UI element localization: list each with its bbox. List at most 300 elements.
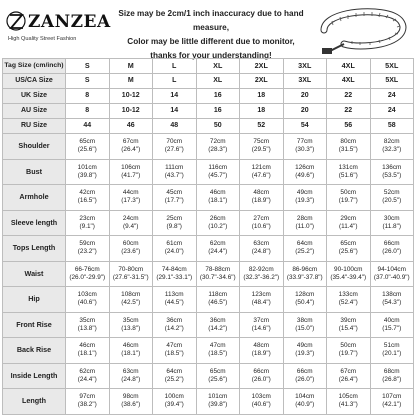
inch-value: (40.9") xyxy=(295,401,315,409)
header-size-cell: M xyxy=(109,59,153,74)
table-cell: 20 xyxy=(283,89,327,104)
cm-value: 66cm xyxy=(253,367,270,375)
table-cell: S xyxy=(66,74,110,89)
table-cell xyxy=(153,287,197,313)
table-cell xyxy=(283,338,327,364)
table-cell xyxy=(370,134,414,160)
table-cell xyxy=(370,185,414,211)
table-cell xyxy=(283,389,327,415)
inch-value: (25.6") xyxy=(338,248,358,256)
cm-value: 66cm xyxy=(296,367,313,375)
cm-value: 82cm xyxy=(383,138,400,146)
table-cell xyxy=(283,210,327,236)
inch-value: (46.5") xyxy=(208,299,228,307)
table-cell xyxy=(327,261,371,287)
inch-value: (25.6") xyxy=(208,375,228,383)
cm-value: 23cm xyxy=(79,214,96,222)
inch-value: (42.5") xyxy=(121,299,141,307)
measuring-tape-icon xyxy=(318,4,412,56)
cm-value: 24cm xyxy=(122,214,139,222)
inch-value: (24.4") xyxy=(208,248,228,256)
row-label: Sleeve length xyxy=(3,210,66,236)
table-cell xyxy=(66,287,110,313)
brand-name: ZANZEA xyxy=(28,12,111,32)
inch-value: (24.4") xyxy=(77,375,97,383)
cm-value: 94-104cm xyxy=(377,265,406,273)
inch-value: (40.6") xyxy=(251,401,271,409)
table-cell xyxy=(109,312,153,338)
table-cell xyxy=(240,389,284,415)
table-cell: 10-12 xyxy=(109,104,153,119)
cm-value: 62cm xyxy=(209,240,226,248)
cm-value: 133cm xyxy=(338,291,358,299)
cm-value: 45cm xyxy=(166,189,183,197)
cm-value: 28cm xyxy=(296,214,313,222)
inch-value: (39.8") xyxy=(77,171,97,179)
table-cell: 20 xyxy=(283,104,327,119)
cm-value: 65cm xyxy=(209,367,226,375)
row-label: Shoulder xyxy=(3,134,66,160)
inch-value: (45.7") xyxy=(208,171,228,179)
table-cell xyxy=(196,159,240,185)
inch-value: (18.5") xyxy=(208,350,228,358)
table-cell xyxy=(66,389,110,415)
table-cell xyxy=(327,159,371,185)
cm-value: 126cm xyxy=(295,163,315,171)
cm-value: 80cm xyxy=(340,138,357,146)
inch-value: (18.9") xyxy=(251,197,271,205)
row-label: Tops Length xyxy=(3,236,66,262)
inch-value: (35.4"-39.4") xyxy=(330,273,367,281)
table-row xyxy=(3,134,414,160)
header-size-cell: XL xyxy=(196,59,240,74)
inch-value: (26.0") xyxy=(295,375,315,383)
table-cell xyxy=(66,338,110,364)
inch-value: (18.1") xyxy=(208,197,228,205)
inch-value: (26.0"-29.9") xyxy=(69,273,106,281)
cm-value: 44cm xyxy=(122,189,139,197)
cm-value: 46cm xyxy=(209,189,226,197)
cm-value: 101cm xyxy=(77,163,97,171)
table-cell xyxy=(327,210,371,236)
table-row xyxy=(3,338,414,364)
table-cell: 18 xyxy=(240,89,284,104)
cm-value: 48cm xyxy=(253,342,270,350)
inch-value: (11.4") xyxy=(339,222,358,230)
inch-value: (15.7") xyxy=(382,324,402,332)
table-cell: 22 xyxy=(327,104,371,119)
header-size-cell: 5XL xyxy=(370,59,414,74)
inch-value: (29.5") xyxy=(251,146,271,154)
cm-value: 103cm xyxy=(77,291,97,299)
inch-value: (48.4") xyxy=(251,299,271,307)
table-cell xyxy=(153,236,197,262)
cm-value: 36cm xyxy=(166,316,183,324)
inch-value: (43.7") xyxy=(164,171,184,179)
table-cell xyxy=(109,363,153,389)
table-row xyxy=(3,119,414,134)
table-cell: 24 xyxy=(370,89,414,104)
table-cell xyxy=(283,185,327,211)
cm-value: 35cm xyxy=(79,316,96,324)
row-label: Waist xyxy=(3,261,66,287)
inch-value: (31.5") xyxy=(338,146,358,154)
table-cell xyxy=(109,236,153,262)
inch-value: (19.3") xyxy=(295,350,315,358)
header-size-cell: 3XL xyxy=(283,59,327,74)
cm-value: 50cm xyxy=(340,342,357,350)
table-row xyxy=(3,159,414,185)
inch-value: (32.3"-36.2") xyxy=(243,273,280,281)
cm-value: 63cm xyxy=(253,240,270,248)
table-cell: 10-12 xyxy=(109,89,153,104)
inch-value: (49.6") xyxy=(295,171,315,179)
inch-value: (25.6") xyxy=(77,146,97,154)
inch-value: (13.8") xyxy=(77,324,97,332)
inch-value: (11.8") xyxy=(382,222,401,230)
cm-value: 128cm xyxy=(295,291,315,299)
table-cell xyxy=(196,185,240,211)
inch-value: (28.3") xyxy=(208,146,228,154)
inch-value: (10.6") xyxy=(251,222,271,230)
table-cell xyxy=(109,185,153,211)
cm-value: 107cm xyxy=(382,393,402,401)
cm-value: 64cm xyxy=(166,367,183,375)
row-label: Hip xyxy=(3,287,66,313)
table-cell: 8 xyxy=(66,89,110,104)
row-label: RU Size xyxy=(3,119,66,134)
cm-value: 27cm xyxy=(253,214,270,222)
table-cell xyxy=(66,236,110,262)
inch-value: (41.7") xyxy=(121,171,141,179)
table-cell xyxy=(327,312,371,338)
cm-value: 78-88cm xyxy=(205,265,231,273)
inch-value: (20.5") xyxy=(382,197,402,205)
table-cell xyxy=(153,185,197,211)
cm-value: 131cm xyxy=(338,163,358,171)
row-label: AU Size xyxy=(3,104,66,119)
cm-value: 123cm xyxy=(251,291,271,299)
table-cell: 14 xyxy=(153,104,197,119)
table-cell xyxy=(283,261,327,287)
zanzea-logo-icon xyxy=(6,10,28,34)
notice-line-3: thanks for your understanding! xyxy=(150,51,272,60)
inch-value: (10.2") xyxy=(208,222,228,230)
table-cell xyxy=(240,210,284,236)
inch-value: (18.5") xyxy=(164,350,184,358)
inch-value: (26.4") xyxy=(338,375,358,383)
cm-value: 121cm xyxy=(251,163,271,171)
row-label: Bust xyxy=(3,159,66,185)
header-size-cell: 4XL xyxy=(327,59,371,74)
table-cell xyxy=(370,159,414,185)
table-cell xyxy=(327,236,371,262)
brand-logo xyxy=(6,10,111,50)
inch-value: (18.1") xyxy=(121,350,141,358)
table-cell xyxy=(240,287,284,313)
cm-value: 60cm xyxy=(122,240,139,248)
inch-value: (54.3") xyxy=(382,299,402,307)
cm-value: 37cm xyxy=(253,316,270,324)
table-cell: 18 xyxy=(240,104,284,119)
cm-value: 101cm xyxy=(208,393,228,401)
table-cell xyxy=(66,185,110,211)
inch-value: (26.0") xyxy=(382,248,402,256)
table-cell xyxy=(109,287,153,313)
table-cell xyxy=(240,338,284,364)
inch-value: (52.4") xyxy=(338,299,358,307)
inch-value: (16.5") xyxy=(77,197,97,205)
table-cell xyxy=(327,363,371,389)
row-label: Length xyxy=(3,389,66,415)
row-label: Back Rise xyxy=(3,338,66,364)
table-cell xyxy=(109,389,153,415)
table-cell xyxy=(240,236,284,262)
inch-value: (20.1") xyxy=(382,350,402,358)
table-row xyxy=(3,389,414,415)
table-cell xyxy=(327,389,371,415)
table-cell: 52 xyxy=(240,119,284,134)
notice-line-2: Color may be little different due to monitor, xyxy=(127,37,295,46)
cm-value: 106cm xyxy=(121,163,141,171)
table-cell xyxy=(153,261,197,287)
cm-value: 113cm xyxy=(164,291,184,299)
cm-value: 46cm xyxy=(122,342,139,350)
inch-value: (17.3") xyxy=(121,197,141,205)
table-cell xyxy=(283,236,327,262)
notice-line-1: Size may be 2cm/1 inch inaccuracy due to hand measure, xyxy=(118,9,304,32)
table-cell xyxy=(240,363,284,389)
cm-value: 50cm xyxy=(340,189,357,197)
table-cell xyxy=(196,363,240,389)
table-cell xyxy=(109,261,153,287)
cm-value: 65cm xyxy=(340,240,357,248)
inch-value: (41.3") xyxy=(338,401,358,409)
table-row xyxy=(3,261,414,287)
cm-value: 75cm xyxy=(253,138,270,146)
inch-value: (39.8") xyxy=(208,401,228,409)
table-cell xyxy=(153,210,197,236)
table-row xyxy=(3,104,414,119)
header-size-cell: S xyxy=(66,59,110,74)
cm-value: 66cm xyxy=(383,240,400,248)
table-cell xyxy=(66,363,110,389)
table-cell xyxy=(283,312,327,338)
table-cell xyxy=(196,210,240,236)
table-cell: 4XL xyxy=(327,74,371,89)
inch-value: (14.2") xyxy=(208,324,228,332)
table-cell xyxy=(109,159,153,185)
measurement-notice xyxy=(118,7,304,63)
inch-value: (15.4") xyxy=(338,324,358,332)
table-cell: 58 xyxy=(370,119,414,134)
inch-value: (17.7") xyxy=(164,197,184,205)
cm-value: 40cm xyxy=(383,316,400,324)
cm-value: 59cm xyxy=(79,240,96,248)
table-cell xyxy=(283,159,327,185)
table-cell xyxy=(109,210,153,236)
table-cell xyxy=(283,134,327,160)
cm-value: 82-92cm xyxy=(248,265,274,273)
table-cell: 14 xyxy=(153,89,197,104)
inch-value: (9.8") xyxy=(166,222,182,230)
table-cell xyxy=(370,236,414,262)
cm-value: 38cm xyxy=(296,316,313,324)
cm-value: 136cm xyxy=(382,163,402,171)
cm-value: 86-96cm xyxy=(292,265,318,273)
inch-value: (42.1") xyxy=(382,401,402,409)
cm-value: 70-80cm xyxy=(118,265,144,273)
inch-value: (9.1") xyxy=(79,222,95,230)
inch-value: (24.8") xyxy=(121,375,141,383)
inch-value: (33.9"-37.8") xyxy=(286,273,323,281)
table-cell: 2XL xyxy=(240,74,284,89)
table-cell: 54 xyxy=(283,119,327,134)
inch-value: (38.6") xyxy=(121,401,141,409)
inch-value: (29.1"-33.1") xyxy=(156,273,193,281)
cm-value: 25cm xyxy=(166,214,183,222)
header xyxy=(0,0,416,60)
inch-value: (19.7") xyxy=(338,350,358,358)
table-cell: 22 xyxy=(327,89,371,104)
table-cell xyxy=(327,338,371,364)
cm-value: 62cm xyxy=(79,367,96,375)
table-cell: 24 xyxy=(370,104,414,119)
cm-value: 100cm xyxy=(164,393,184,401)
inch-value: (23.2") xyxy=(77,248,97,256)
table-cell: 48 xyxy=(153,119,197,134)
inch-value: (47.6") xyxy=(251,171,271,179)
cm-value: 65cm xyxy=(79,138,96,146)
inch-value: (14.6") xyxy=(251,324,271,332)
row-label: Inside Length xyxy=(3,363,66,389)
cm-value: 64cm xyxy=(296,240,313,248)
cm-value: 63cm xyxy=(122,367,139,375)
cm-value: 97cm xyxy=(79,393,96,401)
table-cell xyxy=(196,261,240,287)
inch-value: (11.0") xyxy=(295,222,314,230)
table-header-row xyxy=(3,59,414,74)
cm-value: 108cm xyxy=(121,291,141,299)
inch-value: (19.3") xyxy=(295,197,315,205)
table-cell xyxy=(66,159,110,185)
inch-value: (39.4") xyxy=(164,401,184,409)
table-row xyxy=(3,363,414,389)
table-row xyxy=(3,89,414,104)
cm-value: 67cm xyxy=(122,138,139,146)
table-cell xyxy=(196,312,240,338)
cm-value: 77cm xyxy=(296,138,313,146)
cm-value: 35cm xyxy=(122,316,139,324)
table-row xyxy=(3,312,414,338)
cm-value: 49cm xyxy=(296,342,313,350)
table-cell xyxy=(240,312,284,338)
inch-value: (40.6") xyxy=(77,299,97,307)
inch-value: (9.4") xyxy=(123,222,139,230)
table-cell xyxy=(66,312,110,338)
cm-value: 39cm xyxy=(340,316,357,324)
table-cell xyxy=(109,338,153,364)
table-cell xyxy=(240,185,284,211)
table-cell xyxy=(196,338,240,364)
cm-value: 51cm xyxy=(383,342,400,350)
table-cell xyxy=(327,185,371,211)
table-row xyxy=(3,236,414,262)
inch-value: (26.8") xyxy=(382,375,402,383)
cm-value: 42cm xyxy=(79,189,96,197)
inch-value: (18.1") xyxy=(77,350,97,358)
table-cell: M xyxy=(109,74,153,89)
table-cell xyxy=(153,159,197,185)
cm-value: 66-76cm xyxy=(74,265,100,273)
inch-value: (15.0") xyxy=(295,324,315,332)
row-label: Front Rise xyxy=(3,312,66,338)
cm-value: 98cm xyxy=(122,393,139,401)
table-cell: 46 xyxy=(109,119,153,134)
table-cell xyxy=(327,134,371,160)
inch-value: (30.3") xyxy=(295,146,315,154)
table-cell xyxy=(283,287,327,313)
inch-value: (30.7"-34.6") xyxy=(199,273,236,281)
table-cell xyxy=(370,312,414,338)
inch-value: (25.2") xyxy=(164,375,184,383)
inch-value: (38.2") xyxy=(77,401,97,409)
size-table xyxy=(2,58,414,415)
table-cell xyxy=(66,261,110,287)
cm-value: 52cm xyxy=(383,189,400,197)
table-cell xyxy=(66,210,110,236)
table-cell: 8 xyxy=(66,104,110,119)
cm-value: 72cm xyxy=(209,138,226,146)
cm-value: 48cm xyxy=(253,189,270,197)
cm-value: 46cm xyxy=(79,342,96,350)
header-size-cell: 2XL xyxy=(240,59,284,74)
cm-value: 138cm xyxy=(382,291,402,299)
cm-value: 61cm xyxy=(166,240,183,248)
table-cell xyxy=(240,159,284,185)
table-cell: 56 xyxy=(327,119,371,134)
cm-value: 29cm xyxy=(340,214,357,222)
table-cell: L xyxy=(153,74,197,89)
table-cell xyxy=(283,363,327,389)
inch-value: (18.9") xyxy=(251,350,271,358)
inch-value: (13.8") xyxy=(121,324,141,332)
table-cell: 16 xyxy=(196,104,240,119)
cm-value: 111cm xyxy=(165,163,184,171)
table-cell: 44 xyxy=(66,119,110,134)
inch-value: (37.0"-40.9") xyxy=(373,273,410,281)
table-cell xyxy=(327,287,371,313)
table-cell xyxy=(109,134,153,160)
table-cell xyxy=(240,261,284,287)
cm-value: 105cm xyxy=(338,393,358,401)
inch-value: (44.5") xyxy=(164,299,184,307)
inch-value: (50.4") xyxy=(295,299,315,307)
table-cell: 5XL xyxy=(370,74,414,89)
cm-value: 47cm xyxy=(209,342,226,350)
table-cell xyxy=(66,134,110,160)
table-cell xyxy=(370,261,414,287)
inch-value: (51.6") xyxy=(338,171,358,179)
cm-value: 36cm xyxy=(209,316,226,324)
table-cell: 16 xyxy=(196,89,240,104)
cm-value: 104cm xyxy=(295,393,315,401)
table-row xyxy=(3,185,414,211)
inch-value: (27.6"-31.5") xyxy=(112,273,149,281)
table-cell xyxy=(240,134,284,160)
cm-value: 90-100cm xyxy=(334,265,363,273)
table-cell xyxy=(196,389,240,415)
